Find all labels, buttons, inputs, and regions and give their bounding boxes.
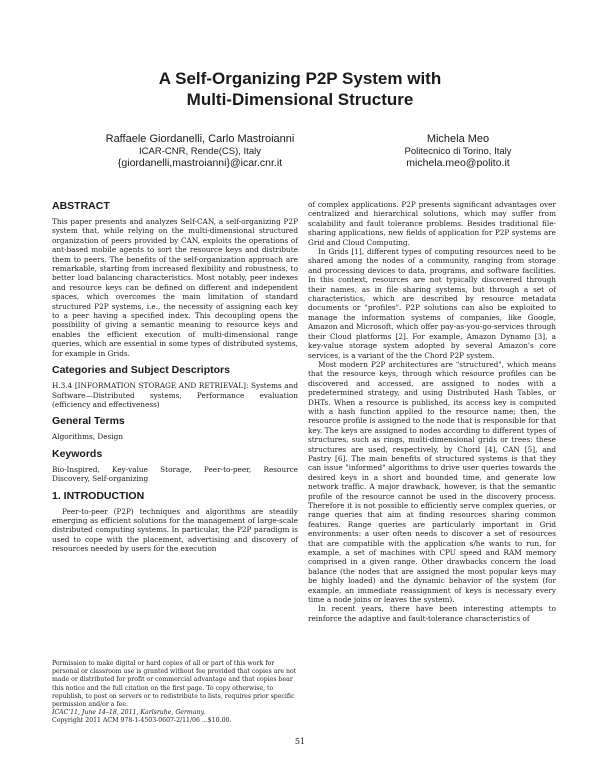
- introduction-heading: 1. INTRODUCTION: [52, 489, 145, 502]
- left-column: [52, 200, 298, 554]
- author-block-2: [343, 132, 573, 170]
- introduction-text: Peer-to-peer (P2P) techniques and algorithms are steadily emerging as efficient solutions for the management of large-scale distributed computing systems. In particular, the P2P paradigm is used to cope with the placement, advertising and discovery of resources needed by users for the execution: [52, 506, 298, 554]
- author-name: Michela Meo: [426, 133, 490, 145]
- author-affiliation: Politecnico di Torino, Italy: [404, 146, 512, 157]
- categories-heading: Categories and Subject Descriptors: [52, 364, 230, 377]
- copyright-line: Copyright 2011 ACM 978-1-4503-0607-2/11/06 ...$10.00.: [52, 717, 232, 725]
- title-line-2: Multi-Dimensional Structure: [186, 90, 414, 109]
- categories-text: H.3.4 [INFORMATION STORAGE AND RETRIEVAL]: Systems and Software—Distributed systems, Performance evaluation (efficiency and effectiveness): [52, 381, 298, 409]
- author-email: michela.meo@polito.it: [406, 157, 510, 169]
- paper-title: [0, 68, 600, 110]
- author-block-1: [75, 132, 325, 170]
- author-email: {giordanelli,mastroianni}@icar.cnr.it: [117, 157, 283, 169]
- body-paragraph: Most modern P2P architectures are "structured", which means that the resource keys, through which resource profiles can be discovered and accessed, are assigned to nodes with a predetermined strategy, and using Distributed Hash Tables, or DHTs. When a resource is published, its access key is computed with a hash function applied to the resource name; then, the resource profile is assigned to the node that is responsible for that key. The keys are assigned to nodes according to different types of structures, such as rings, multi-dimensional grids or trees: these structures are used, respectively, by Chord [4], CAN [5], and Pastry [6]. The main benefits of structured systems is that they can issue "informed" algorithms to drive user queries towards the desired keys in a short and bounded time, and generate low network traffic. A major drawback, however, is that the semantic profile of the resource cannot be used in the discovery process. Therefore it is not possible to efficiently serve complex queries, or range queries that aim at finding resources sharing common features. Range queries are particularly important in Grid environments: a user often needs to discover a set of resources that are compatible with the application s/he wants to run, for example, a set of machines with CPU speed and RAM memory comprised in a given range. Other drawbacks concern the load balance (the nodes that are assigned the most popular keys may be highly loaded) and the dynamic behavior of the system (for example, an immediate reassignment of keys is necessary every time a node joins or leaves the system).: [308, 359, 556, 605]
- page-number: 51: [294, 737, 306, 746]
- keywords-heading: Keywords: [52, 447, 103, 460]
- body-paragraph: of complex applications. P2P presents significant advantages over centralized and hierarchical solutions, which may suffer from scalability and fault tolerance problems. Besides traditional file-sharing applications, new fields of application for P2P systems are Grid and Cloud Computing.: [308, 200, 556, 247]
- copyright-footnote: [52, 660, 298, 726]
- general-terms-heading: General Terms: [52, 415, 125, 428]
- conference-info: ICAC'11, June 14–18, 2011, Karlsruhe, Germany.: [52, 709, 206, 717]
- right-column: [308, 200, 556, 623]
- abstract-text: This paper presents and analyzes Self-CAN, a self-organizing P2P system that, while relying on the multi-dimensional structured organization of peers provided by CAN, exploits the operations of ant-based mobile agents to sort the resource keys and distribute them to peers. The benefits of the self-organization approach are remarkable, starting from increased flexibility and robustness, to better load balancing characteristics. Most notably, peer indexes and resource keys can be defined on different and independent spaces, which overcomes the main limitation of standard structured P2P systems, i.e., the necessity of assigning each key to a peer having a specified index. This decoupling opens the possibility of giving a semantic meaning to resource keys and enables the efficient execution of multi-dimensional range queries, which are essential in some types of distributed systems, for example in Grids.: [52, 217, 298, 358]
- author-affiliation: ICAR-CNR, Rende(CS), Italy: [139, 146, 261, 157]
- body-paragraph: In Grids [1], different types of computing resources need to be shared among the nodes of a community, ranging from storage and processing devices to data, programs, and software facilities. In this context, resources are not typically discovered through their names, as in file sharing systems, but through a set of characteristics, which are described by resource metadata documents or "profiles". P2P solutions can also be exploited to manage the information systems of companies, like Google, Amazon and Microsoft, which offer pay-as-you-go-services through their Cloud platforms [2]. For example, Amazon Dynamo [3], a key-value storage system adopted by several Amazon's core services, is a variant of the the Chord P2P system.: [308, 247, 556, 360]
- abstract-heading: ABSTRACT: [52, 200, 110, 212]
- author-name: Raffaele Giordanelli, Carlo Mastroianni: [105, 133, 295, 145]
- permission-notice: Permission to make digital or hard copies of all or part of this work for personal or classroom use is granted without fee provided that copies are not made or distributed for profit or commercial advantage and that copies bear this notice and the full citation on the first page. To copy otherwise, to republish, to post on servers or to redistribute to lists, requires prior specific permission and/or a fee.: [52, 660, 297, 709]
- title-line-1: A Self-Organizing P2P System with: [158, 69, 442, 88]
- keywords-text: Bio-Inspired, Key-value Storage, Peer-to-peer, Resource Discovery, Self-organizing: [52, 464, 298, 484]
- general-terms-text: Algorithms, Design: [52, 432, 124, 442]
- body-paragraph: In recent years, there have been interesting attempts to reinforce the adaptive and fault-tolerance characteristics of: [308, 604, 556, 623]
